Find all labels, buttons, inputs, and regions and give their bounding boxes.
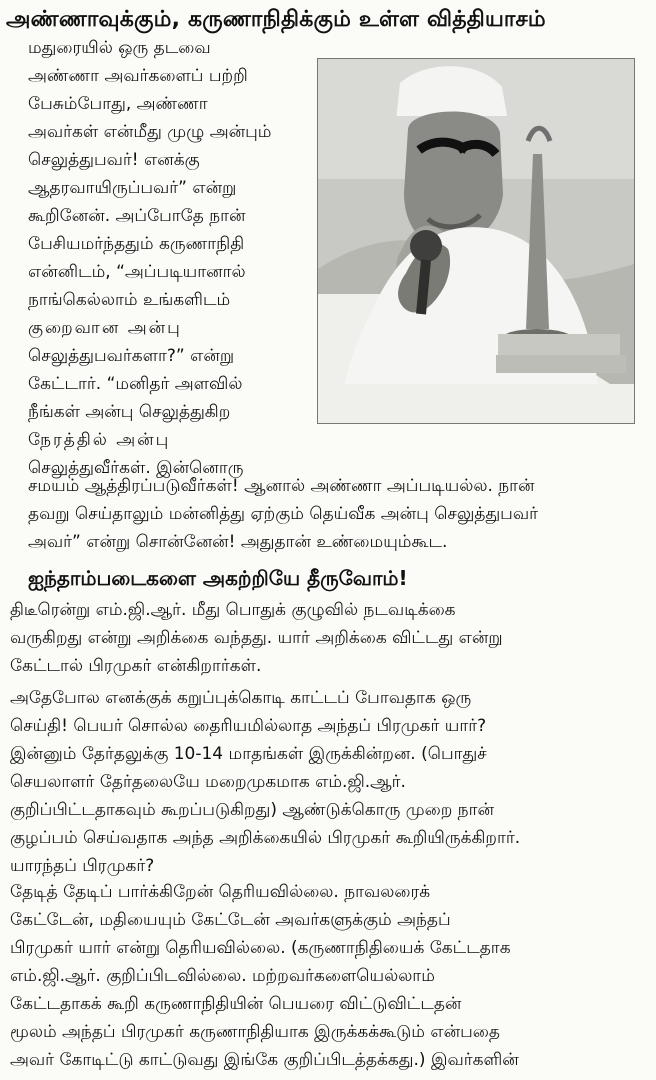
paragraph-line: எம்.ஜி.ஆர். குறிப்பிடவில்லை. மற்றவர்களையெல்லாம்: [10, 966, 435, 986]
left-column-line: நாங்கெல்லாம் உங்களிடம்: [28, 290, 231, 310]
speaker-photo: [318, 59, 634, 423]
article-title: அண்ணாவுக்கும், கருணாநிதிக்கும் உள்ள வித்தியாசம்: [6, 7, 546, 32]
wide-line: சமயம் ஆத்திரப்படுவீர்கள்! ஆனால் அண்ணா அப்படியல்ல. நான்: [28, 476, 535, 496]
left-column-line: கேட்டார். “மனிதர் அளவில்: [28, 374, 243, 394]
paragraph-line: யாரந்தப் பிரமுகர்?: [10, 856, 155, 876]
paragraph-line: அவர் கோடிட்டு காட்டுவது இங்கே குறிப்பிடத்தக்கது.) இவர்களின்: [10, 1050, 519, 1070]
paragraph-3: [10, 878, 644, 1074]
paragraph-line: கேட்டதாகக் கூறி கருணாநிதியின் பெயரை விட்டுவிட்டதன்: [10, 994, 462, 1014]
left-column-line: செலுத்துவீர்கள். இன்னொரு: [28, 458, 244, 478]
paragraph-line: மூலம் அந்தப் பிரமுகர் கருணாநிதியாக இருக்கக்கூடும் என்பதை: [10, 1022, 500, 1042]
left-column-line: செலுத்துபவர்! எனக்கு: [28, 150, 200, 170]
paragraph-line: இன்னும் தேர்தலுக்கு 10-14 மாதங்கள் இருக்கின்றன. (பொதுச்: [10, 744, 487, 764]
paragraph-line: வருகிறது என்று அறிக்கை வந்தது. யார் அறிக்கை விட்டது என்று: [10, 628, 503, 648]
left-column-line: பேசியமர்ந்ததும் கருணாநிதி: [28, 234, 245, 254]
left-column-line: நீங்கள் அன்பு செலுத்துகிற: [28, 402, 231, 422]
left-column-line: செலுத்துபவர்களா?” என்று: [28, 346, 235, 366]
paragraph-line: குழப்பம் செய்வதாக அந்த அறிக்கையில் பிரமுகர் கூறியிருக்கிறார்.: [10, 828, 521, 848]
paragraph-line: குறிப்பிட்டதாகவும் கூறப்படுகிறது) ஆண்டுக்கொரு முறை நான்: [10, 800, 494, 820]
left-column-line: ஆதரவாயிருப்பவர்” என்று: [28, 178, 237, 198]
paragraph-line: திடீரென்று எம்.ஜி.ஆர். மீது பொதுக் குழுவில் நடவடிக்கை: [10, 600, 456, 620]
paragraph-line: அதேபோல எனக்குக் கறுப்புக்கொடி காட்டப் போவதாக ஒரு: [10, 688, 472, 708]
paragraph-line: தேடித் தேடிப் பார்க்கிறேன் தெரியவில்லை. நாவலரைக்: [10, 882, 431, 902]
left-column-line: கூறினேன். அப்போதே நான்: [28, 206, 246, 226]
left-column-line: மதுரையில் ஒரு தடவை: [28, 38, 211, 58]
paragraph-line: செயலாளர் தேர்தலையே மறைமுகமாக எம்.ஜி.ஆர்.: [10, 772, 406, 792]
left-column-line: அவர்கள் என்மீது முழு அன்பும்: [28, 122, 272, 142]
left-column-line: அண்ணா அவர்களைப் பற்றி: [28, 66, 248, 86]
paragraph-line: பிரமுகர் யார் என்று தெரியவில்லை. (கருணாநிதியைக் கேட்டதாக: [10, 938, 511, 958]
paragraph-1: [10, 596, 644, 680]
wide-text-lines: [28, 472, 648, 556]
left-column-line: என்னிடம், “அப்படியானால்: [28, 262, 246, 282]
left-column-line: பேசும்போது, அண்ணா: [28, 94, 208, 114]
wide-line: அவர்” என்று சொன்னேன்! அதுதான் உண்மையும்கூட.: [28, 532, 448, 552]
paragraph-line: செய்தி! பெயர் சொல்ல தைரியமில்லாத அந்தப் பிரமுகர் யார்?: [10, 716, 487, 736]
photo: [317, 58, 635, 424]
paragraph-2: [10, 684, 644, 880]
wide-line: தவறு செய்தாலும் மன்னித்து ஏற்கும் தெய்வீக அன்பு செலுத்துபவர்: [28, 504, 538, 524]
left-column-text: [28, 34, 313, 482]
paragraph-line: கேட்டால் பிரமுகர் என்கிறார்கள்.: [10, 656, 262, 676]
left-column-line: குறைவான அன்பு: [28, 318, 182, 338]
paragraph-line: கேட்டேன், மதியையும் கேட்டேன் அவர்களுக்கும் அந்தப்: [10, 910, 451, 930]
section-heading: ஐந்தாம்படைகளை அகற்றியே தீருவோம்!: [28, 566, 408, 590]
left-column-line: நேரத்தில் அன்பு: [28, 430, 171, 450]
